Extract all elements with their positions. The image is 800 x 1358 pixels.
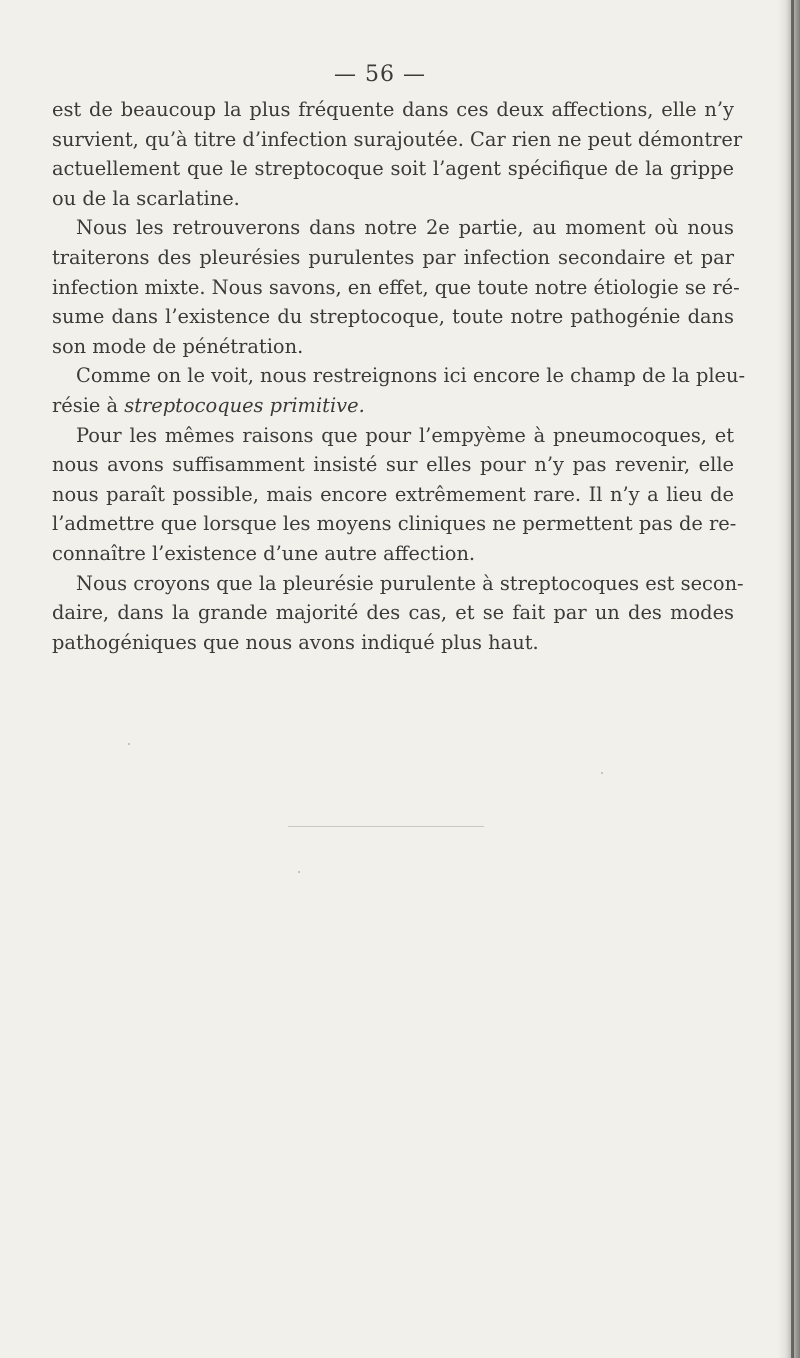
text-line: connaître l’existence d’une autre affection. [52,541,476,565]
text-line: Nous croyons que la pleurésie purulente à streptocoques est secon- [76,571,744,595]
paper-speck [298,871,300,873]
page-number: — 56 — [334,62,426,87]
page-edge-line [791,0,794,1358]
faint-rule [288,826,484,827]
body-text [52,95,746,657]
text-line: sume dans l’existence du streptocoque, toute notre pathogénie dans [52,305,734,329]
text-line: infection mixte. Nous savons, en effet, que toute notre étiologie se ré- [52,275,740,299]
text-line: son mode de pénétration. [52,334,304,358]
paper-speck [601,772,603,774]
page-edge-shadow [778,0,800,1358]
text-line: actuellement que le streptocoque soit l’agent spécifique de la grippe [52,157,734,181]
text-line: ou de la scarlatine. [52,186,240,210]
text-line: Comme on le voit, nous restreignons ici encore le champ de la pleu- [76,364,746,388]
text-fragment: résie à [52,393,119,417]
italic-phrase: streptocoques primitive. [124,393,365,417]
text-line: pathogéniques que nous avons indiqué plus haut. [52,630,539,654]
text-line: daire, dans la grande majorité des cas, et se fait par un des modes [52,601,734,625]
text-line: traiterons des pleurésies purulentes par infection secondaire et par [52,245,734,269]
text-line: nous avons suffisamment insisté sur elles pour n’y pas revenir, elle [52,453,734,477]
text-line: Pour les mêmes raisons que pour l’empyème à pneumocoques, et [76,423,734,447]
text-line: nous paraît possible, mais encore extrêmement rare. Il n’y a lieu de [52,482,734,506]
text-line: survient, qu’à titre d’infection surajoutée. Car rien ne peut démontrer [52,127,743,151]
text-line-mixed [52,391,734,421]
paper-speck [128,743,130,745]
text-line: l’admettre que lorsque les moyens cliniques ne permettent pas de re- [52,512,737,536]
text-line: Nous les retrouverons dans notre 2e partie, au moment où nous [76,216,734,240]
text-line: est de beaucoup la plus fréquente dans ces deux affections, elle n’y [52,98,734,121]
